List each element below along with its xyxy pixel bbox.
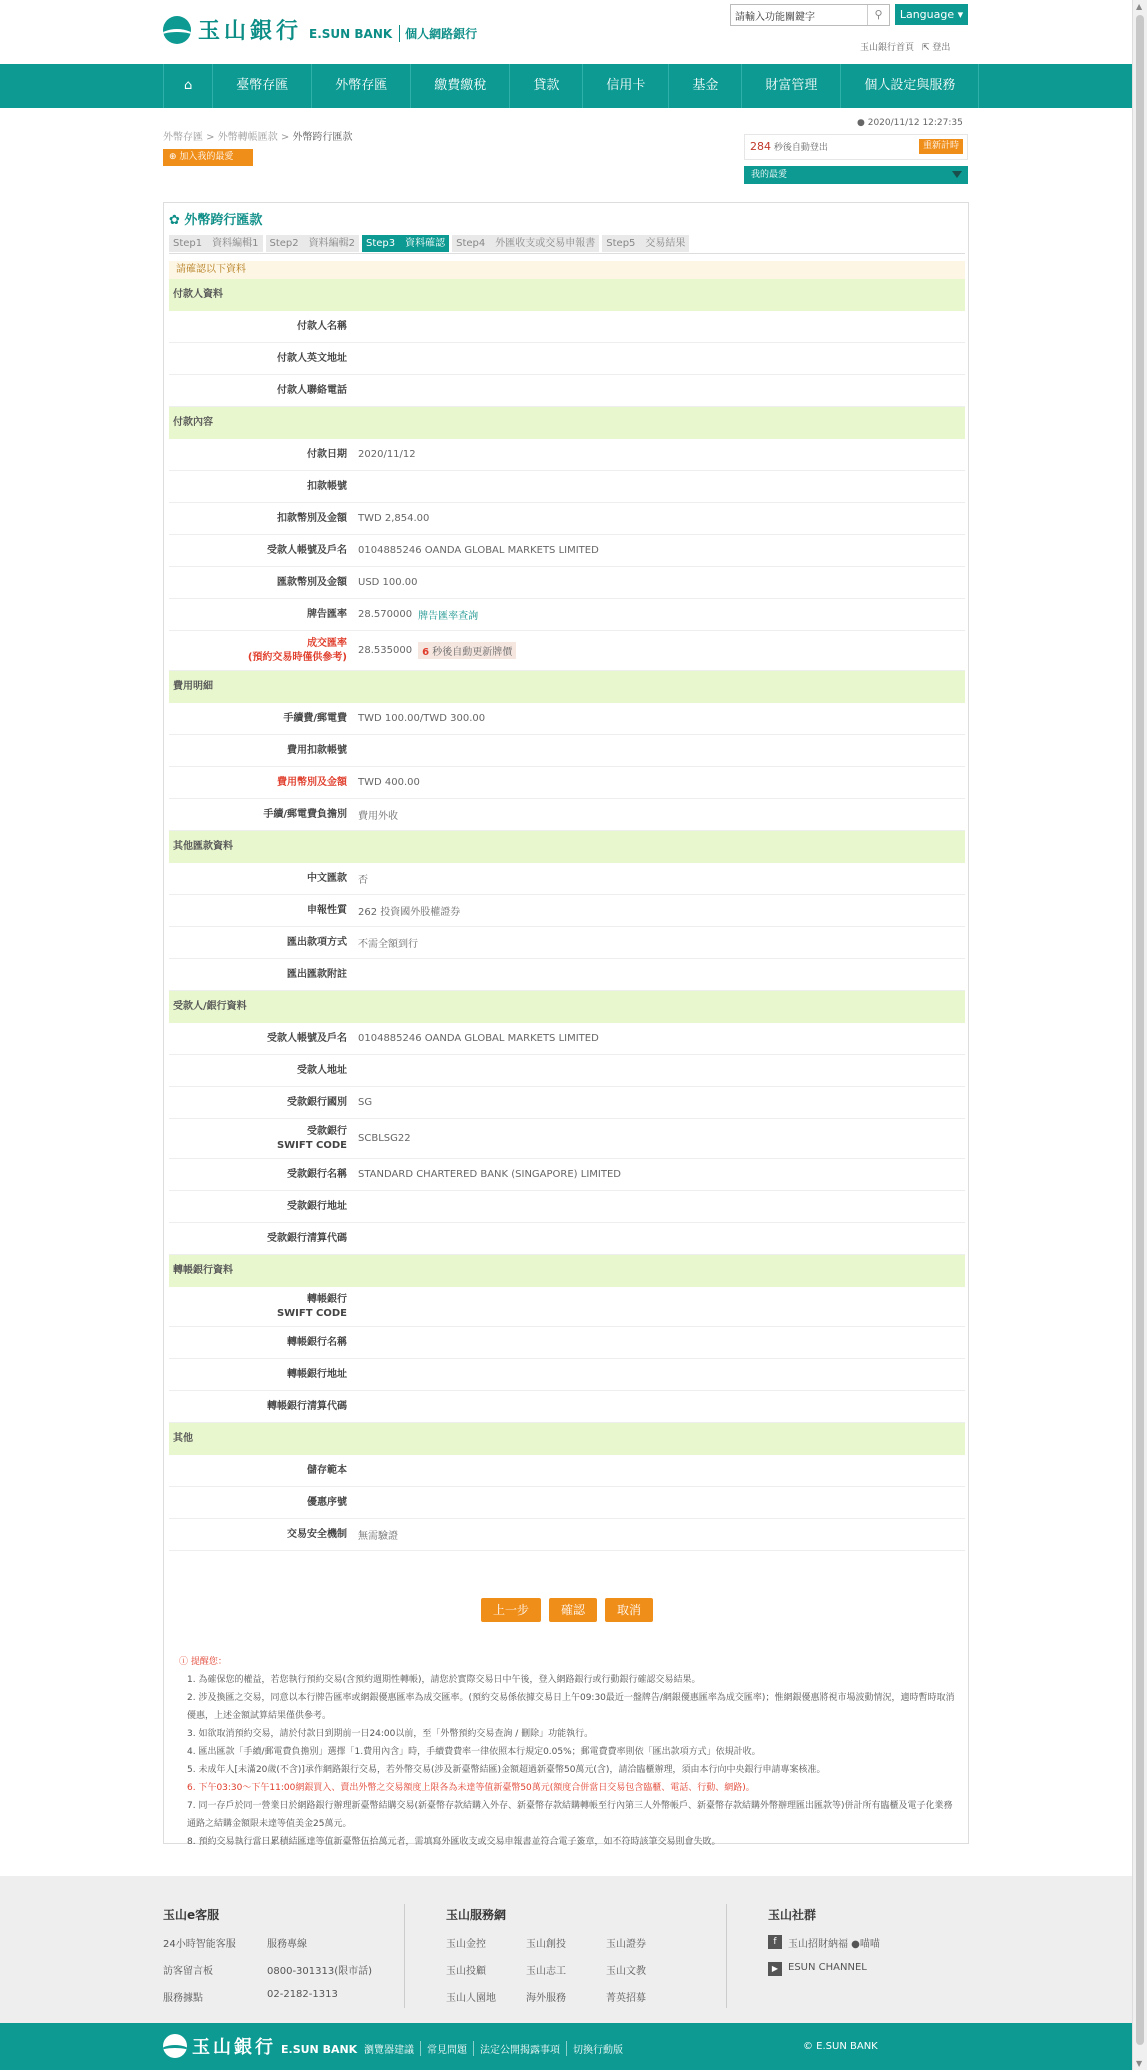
footer-link[interactable]: 玉山創投 — [526, 1939, 566, 1950]
language-label: Language — [899, 8, 955, 21]
logout-link[interactable]: ⇱ 登出 — [922, 43, 951, 53]
footer-link[interactable]: 服務據點 — [163, 1993, 203, 2004]
row-label: 扣款帳號 — [307, 480, 347, 492]
section-fee: 費用明細 — [169, 671, 965, 703]
nav-item[interactable]: 貸款 — [509, 64, 582, 108]
auto-logout-panel — [744, 134, 968, 160]
t-swift-label-1: 轉帳銀行 — [307, 1293, 347, 1305]
footer-link[interactable]: 玉山金控 — [446, 1939, 486, 1950]
footer-col-title: 玉山服務網 — [446, 1908, 507, 1922]
row-label: 受款銀行名稱 — [287, 1168, 347, 1180]
row-label: 轉帳銀行名稱 — [287, 1336, 347, 1348]
reminder-item: 5. 未成年人[未滿20歲(不含)]承作網路銀行交易，若外幣交易(涉及新臺幣結匯)金額超過新臺幣50萬元(含)，請洽臨櫃辦理，須由本行向中央銀行申請專案核准。 — [187, 1765, 826, 1775]
board-rate-value: 28.570000 — [358, 609, 413, 620]
row-label: 交易安全機制 — [287, 1528, 347, 1540]
logo-cn: 玉山銀行 — [198, 19, 303, 44]
row-value — [354, 1359, 965, 1390]
row-label: 付款日期 — [307, 448, 347, 460]
breadcrumb-item[interactable]: 外幣轉帳匯款 — [217, 132, 278, 143]
row-value — [354, 343, 965, 374]
row-value: TWD 100.00/TWD 300.00 — [358, 713, 486, 724]
row-label: 轉帳銀行地址 — [287, 1368, 347, 1380]
logo-mark-icon — [163, 16, 191, 44]
logout-label: 登出 — [932, 43, 951, 53]
footer-link[interactable]: 海外服務 — [526, 1993, 566, 2004]
deal-rate-label: 成交匯率 — [307, 637, 347, 649]
reminder-title: ⓘ 提醒您： — [179, 1657, 227, 1667]
search-icon[interactable]: ⚲ — [867, 5, 889, 25]
t-swift-label-2: SWIFT CODE — [276, 1307, 347, 1319]
logo-mark-icon — [163, 2034, 187, 2058]
reminder-item: 2. 涉及換匯之交易，同意以本行牌告匯率或網銀優惠匯率為成交匯率。(預約交易係依據交易日上午09:30最近一盤牌告/網銀優惠匯率為成交匯率)；惟網銀優惠將視市場波動情況，適時暫時取消優惠，上述金額試算結果僅供參考。 — [187, 1693, 955, 1721]
step-3-active: Step3 資料確認 — [362, 235, 449, 252]
footer-col-network — [446, 1906, 646, 2016]
row-value: TWD 400.00 — [358, 777, 420, 788]
table-row — [169, 471, 965, 503]
footer-bar-link[interactable]: 瀏覽器建議 — [364, 2045, 414, 2056]
copyright: © E.SUN BANK — [803, 2041, 878, 2052]
table-row — [169, 1191, 965, 1223]
my-favorites-dropdown[interactable] — [744, 166, 968, 184]
table-row — [169, 439, 965, 471]
footer-link[interactable]: 玉山人園地 — [446, 1993, 496, 2004]
row-label: 受款人帳號及戶名 — [267, 544, 347, 556]
table-row — [169, 1119, 965, 1159]
row-label: 中文匯款 — [307, 872, 347, 884]
breadcrumb-current: 外幣跨行匯款 — [292, 132, 353, 143]
step-1: Step1 資料編輯1 — [169, 235, 263, 252]
logout-text: 秒後自動登出 — [773, 143, 828, 153]
row-value: 否 — [358, 875, 368, 886]
reminder-notes — [179, 1653, 959, 1851]
table-row — [169, 343, 965, 375]
footer-col-title: 玉山社群 — [768, 1908, 817, 1922]
table-row — [169, 1359, 965, 1391]
top-header — [0, 0, 1132, 64]
confirm-table — [169, 279, 965, 1551]
step-4: Step4 外匯收支或交易申報書 — [452, 235, 599, 252]
table-row — [169, 311, 965, 343]
footer-bar — [0, 2023, 1132, 2070]
row-value — [354, 1391, 965, 1422]
search-box — [730, 4, 890, 26]
row-value: TWD 2,854.00 — [358, 513, 430, 524]
row-label: 受款銀行國別 — [287, 1096, 347, 1108]
divider — [169, 253, 965, 254]
row-label: 受款銀行清算代碼 — [267, 1232, 347, 1244]
table-row — [169, 1055, 965, 1087]
table-row — [169, 799, 965, 831]
table-row — [169, 927, 965, 959]
section-payment: 付款內容 — [169, 407, 965, 439]
footer-text: 0800-301313(限市話) — [267, 1966, 373, 1977]
nav-item[interactable]: 基金 — [668, 64, 741, 108]
table-row — [169, 1223, 965, 1255]
logo-en: E.SUN BANK — [309, 26, 393, 41]
nav-item[interactable]: 繳費繳稅 — [410, 64, 509, 108]
row-label: 付款人名稱 — [297, 320, 347, 332]
section-payee: 受款人/銀行資料 — [169, 991, 965, 1023]
row-value: 不需全額到行 — [358, 939, 418, 950]
footer-link[interactable]: 玉山證券 — [606, 1939, 646, 1950]
language-button[interactable]: Language ▾ — [895, 4, 968, 25]
home-link[interactable]: 玉山銀行首頁 — [860, 43, 915, 53]
row-label — [169, 1119, 354, 1158]
server-datetime: ● 2020/11/12 12:27:35 — [857, 118, 963, 128]
table-row — [169, 767, 965, 799]
table-row — [169, 1023, 965, 1055]
prev-button[interactable]: 上一步 — [481, 1598, 541, 1622]
row-label: 牌告匯率 — [307, 608, 347, 620]
search-input[interactable] — [731, 5, 867, 25]
footer-divider — [726, 1904, 727, 2008]
board-rate-link[interactable]: 牌告匯率查詢 — [418, 611, 479, 622]
footer-bar-link[interactable]: 法定公開揭露事項 — [473, 2041, 566, 2056]
row-label: 優惠序號 — [307, 1496, 347, 1508]
reminder-item: 3. 如欲取消預約交易，請於付款日到期前一日24:00以前，至「外幣預約交易查詢 / 刪除」功能執行。 — [187, 1729, 594, 1739]
nav-item[interactable]: 信用卡 — [582, 64, 668, 108]
reminder-item: 6. 下午03:30～下午11:00網銀買入、賣出外幣之交易額度上限各為未達等值新臺幣50萬元(額度合併當日交易包含臨櫃、電話、行動、網路)。 — [187, 1783, 755, 1793]
row-value: 費用外收 — [358, 811, 398, 822]
my-favorites-label: 我的最愛 — [751, 170, 788, 180]
row-label — [169, 631, 354, 670]
table-row — [169, 735, 965, 767]
footer-divider — [404, 1904, 405, 2008]
footer — [0, 1876, 1132, 2023]
reminder-title-text: 提醒您： — [190, 1657, 227, 1667]
row-value: 262 投資國外股權證券 — [358, 907, 461, 918]
swift-label-1: 受款銀行 — [307, 1125, 347, 1137]
row-value — [354, 471, 965, 502]
row-label: 申報性質 — [307, 904, 347, 916]
footer-bar-links — [358, 2041, 629, 2056]
table-row — [169, 1455, 965, 1487]
logout-seconds: 284 — [750, 140, 771, 153]
row-value: 2020/11/12 — [358, 449, 416, 460]
bank-logo[interactable] — [163, 14, 477, 45]
footer-logo[interactable] — [163, 2033, 357, 2059]
footer-logo-cn: 玉山銀行 — [192, 2037, 276, 2058]
footer-link[interactable]: 訪客留言板 — [163, 1966, 213, 1977]
section-payer: 付款人資料 — [169, 279, 965, 311]
table-row — [169, 1487, 965, 1519]
scrollbar-thumb[interactable] — [1136, 15, 1144, 2045]
nav-item[interactable]: 財富管理 — [741, 64, 840, 108]
section-other: 其他匯款資料 — [169, 831, 965, 863]
table-row — [169, 375, 965, 407]
row-value — [354, 311, 965, 342]
table-row — [169, 567, 965, 599]
row-value — [354, 1223, 965, 1254]
table-row — [169, 1391, 965, 1423]
page-title-text: 外幣跨行匯款 — [184, 213, 263, 228]
step-5: Step5 交易結果 — [602, 235, 689, 252]
section-transfer-bank: 轉帳銀行資料 — [169, 1255, 965, 1287]
row-label: 匯出匯款附註 — [287, 968, 347, 980]
row-label: 費用扣款帳號 — [287, 744, 347, 756]
reminder-item: 8. 預約交易執行當日累積結匯達等值新臺幣伍拾萬元者，需填寫外匯收支或交易申報書並符合電子簽章，如不符時該筆交易則會失敗。 — [187, 1837, 721, 1847]
footer-link[interactable]: 24小時智能客服 — [163, 1939, 236, 1950]
main-nav — [0, 64, 1132, 108]
table-row — [169, 1327, 965, 1359]
table-row — [169, 1519, 965, 1551]
row-value — [354, 735, 965, 766]
footer-text: 服務專線 — [267, 1939, 307, 1950]
nav-item[interactable]: 個人設定與服務 — [840, 64, 979, 108]
swift-label-2: SWIFT CODE — [276, 1139, 347, 1151]
countdown-text: 秒後自動更新牌價 — [432, 647, 513, 658]
row-label: 費用幣別及金額 — [277, 776, 347, 788]
youtube-icon: ▶ — [768, 1962, 782, 1976]
row-label: 匯款幣別及金額 — [277, 576, 347, 588]
table-row — [169, 503, 965, 535]
reminder-item: 4. 匯出匯款「手續/郵電費負擔別」選擇「1.費用內含」時，手續費費率一律依照本行規定0.05%；郵電費費率則依「匯出款項方式」依規計收。 — [187, 1747, 761, 1757]
action-buttons — [164, 1598, 970, 1622]
scroll-up-icon[interactable]: ▲ — [1136, 2, 1143, 11]
footer-col-title: 玉山e客服 — [163, 1908, 220, 1922]
footer-link[interactable]: 玉山投顧 — [446, 1966, 486, 1977]
row-label — [169, 1287, 354, 1326]
rate-countdown — [418, 642, 516, 659]
row-value: USD 100.00 — [358, 577, 418, 588]
youtube-label: ESUN CHANNEL — [788, 1962, 867, 1973]
facebook-icon: f — [768, 1935, 782, 1949]
nav-item[interactable]: 外幣存匯 — [311, 64, 410, 108]
chevron-down-icon — [952, 171, 962, 178]
footer-text: 02-2182-1313 — [267, 1989, 338, 2000]
datetime-value: 2020/11/12 12:27:35 — [867, 118, 963, 128]
step-indicator — [169, 235, 689, 252]
row-label: 儲存範本 — [307, 1464, 347, 1476]
footer-link[interactable]: 玉山志工 — [526, 1966, 566, 1977]
row-value: 0104885246 OANDA GLOBAL MARKETS LIMITED — [358, 1033, 599, 1044]
footer-col-service — [163, 1906, 372, 2016]
row-value: SG — [358, 1097, 373, 1108]
row-value — [354, 959, 965, 990]
row-value — [354, 599, 965, 630]
row-value: 無需驗證 — [358, 1531, 398, 1542]
reminder-item: 7. 同一存戶於同一營業日於網路銀行辦理新臺幣結購交易(新臺幣存款結購入外存、新臺幣存款結購轉帳至行內第三人外幣帳戶、新臺幣存款結購外幣辦理匯出匯款等)併計所有臨櫃及電子化業務通路之結購金額限未達等值美金25萬元。 — [187, 1801, 953, 1829]
table-row — [169, 959, 965, 991]
row-label: 受款人地址 — [297, 1064, 347, 1076]
row-label: 扣款幣別及金額 — [277, 512, 347, 524]
row-label: 付款人聯絡電話 — [277, 384, 347, 396]
row-value: SCBLSG22 — [358, 1133, 411, 1144]
youtube-link[interactable] — [768, 1962, 880, 1989]
table-row — [169, 599, 965, 631]
deal-rate-value: 28.535000 — [358, 645, 413, 656]
step-2: Step2 資料編輯2 — [266, 235, 360, 252]
row-value — [354, 1055, 965, 1086]
row-value — [354, 375, 965, 406]
vertical-scrollbar[interactable] — [1132, 0, 1147, 2070]
top-links — [860, 40, 950, 53]
table-row — [169, 1159, 965, 1191]
section-misc: 其他 — [169, 1423, 965, 1455]
footer-link[interactable]: 玉山文教 — [606, 1966, 646, 1977]
breadcrumb: 外幣存匯 > 外幣轉帳匯款 > 外幣跨行匯款 — [163, 132, 353, 143]
table-row — [169, 863, 965, 895]
footer-link[interactable]: 菁英招募 — [606, 1993, 646, 2004]
facebook-label: 玉山招財納福 ●喵喵 — [788, 1939, 880, 1950]
footer-col-social — [768, 1906, 880, 1989]
row-value — [354, 1487, 965, 1518]
renew-timer-button[interactable]: 重新計時 — [919, 139, 963, 154]
cancel-button[interactable]: 取消 — [605, 1598, 653, 1622]
confirm-notice: 請確認以下資料 — [169, 261, 965, 279]
confirm-button[interactable]: 確認 — [549, 1598, 597, 1622]
row-label: 受款銀行地址 — [287, 1200, 347, 1212]
scroll-down-icon[interactable]: ▼ — [1136, 2059, 1143, 2068]
row-value: STANDARD CHARTERED BANK (SINGAPORE) LIMITED — [358, 1169, 621, 1180]
main-panel — [163, 202, 969, 1847]
table-row — [169, 1087, 965, 1119]
table-row — [169, 1287, 965, 1327]
table-row — [169, 535, 965, 567]
breadcrumb-item[interactable]: 外幣存匯 — [163, 132, 203, 143]
row-value: 0104885246 OANDA GLOBAL MARKETS LIMITED — [358, 545, 599, 556]
row-value — [354, 1191, 965, 1222]
nav-item[interactable]: 臺幣存匯 — [212, 64, 311, 108]
row-value — [354, 1287, 965, 1326]
countdown-number: 6 — [422, 647, 430, 658]
page-title: ✿ 外幣跨行匯款 — [169, 213, 263, 228]
row-label: 手續/郵電費負擔別 — [263, 808, 347, 820]
row-value — [354, 1455, 965, 1486]
facebook-link[interactable] — [768, 1935, 880, 1962]
table-row — [169, 703, 965, 735]
add-favorite-label: 加入我的最愛 — [179, 152, 234, 162]
table-row — [169, 895, 965, 927]
row-value — [354, 631, 965, 670]
add-favorite-button[interactable]: ⊕ 加入我的最愛 — [163, 149, 253, 166]
row-value — [354, 1327, 965, 1358]
row-label: 匯出款項方式 — [287, 936, 347, 948]
deal-rate-note: (預約交易時僅供參考) — [247, 651, 347, 663]
table-row — [169, 631, 965, 671]
row-label: 付款人英文地址 — [277, 352, 347, 364]
row-label: 手續費/郵電費 — [283, 712, 347, 724]
row-label: 受款人帳號及戶名 — [267, 1032, 347, 1044]
footer-bar-link[interactable]: 常見問題 — [420, 2041, 473, 2056]
reminder-item: 1. 為確保您的權益，若您執行預約交易(含預約週期性轉帳)，請您於實際交易日中午後，登入網路銀行或行動銀行確認交易結果。 — [187, 1675, 701, 1685]
footer-bar-link[interactable]: 切換行動版 — [566, 2041, 629, 2056]
logo-sub: 個人網路銀行 — [399, 25, 477, 42]
footer-logo-en: E.SUN BANK — [281, 2042, 358, 2056]
row-label: 轉帳銀行清算代碼 — [267, 1400, 347, 1412]
nav-home-icon[interactable]: ⌂ — [163, 64, 212, 108]
